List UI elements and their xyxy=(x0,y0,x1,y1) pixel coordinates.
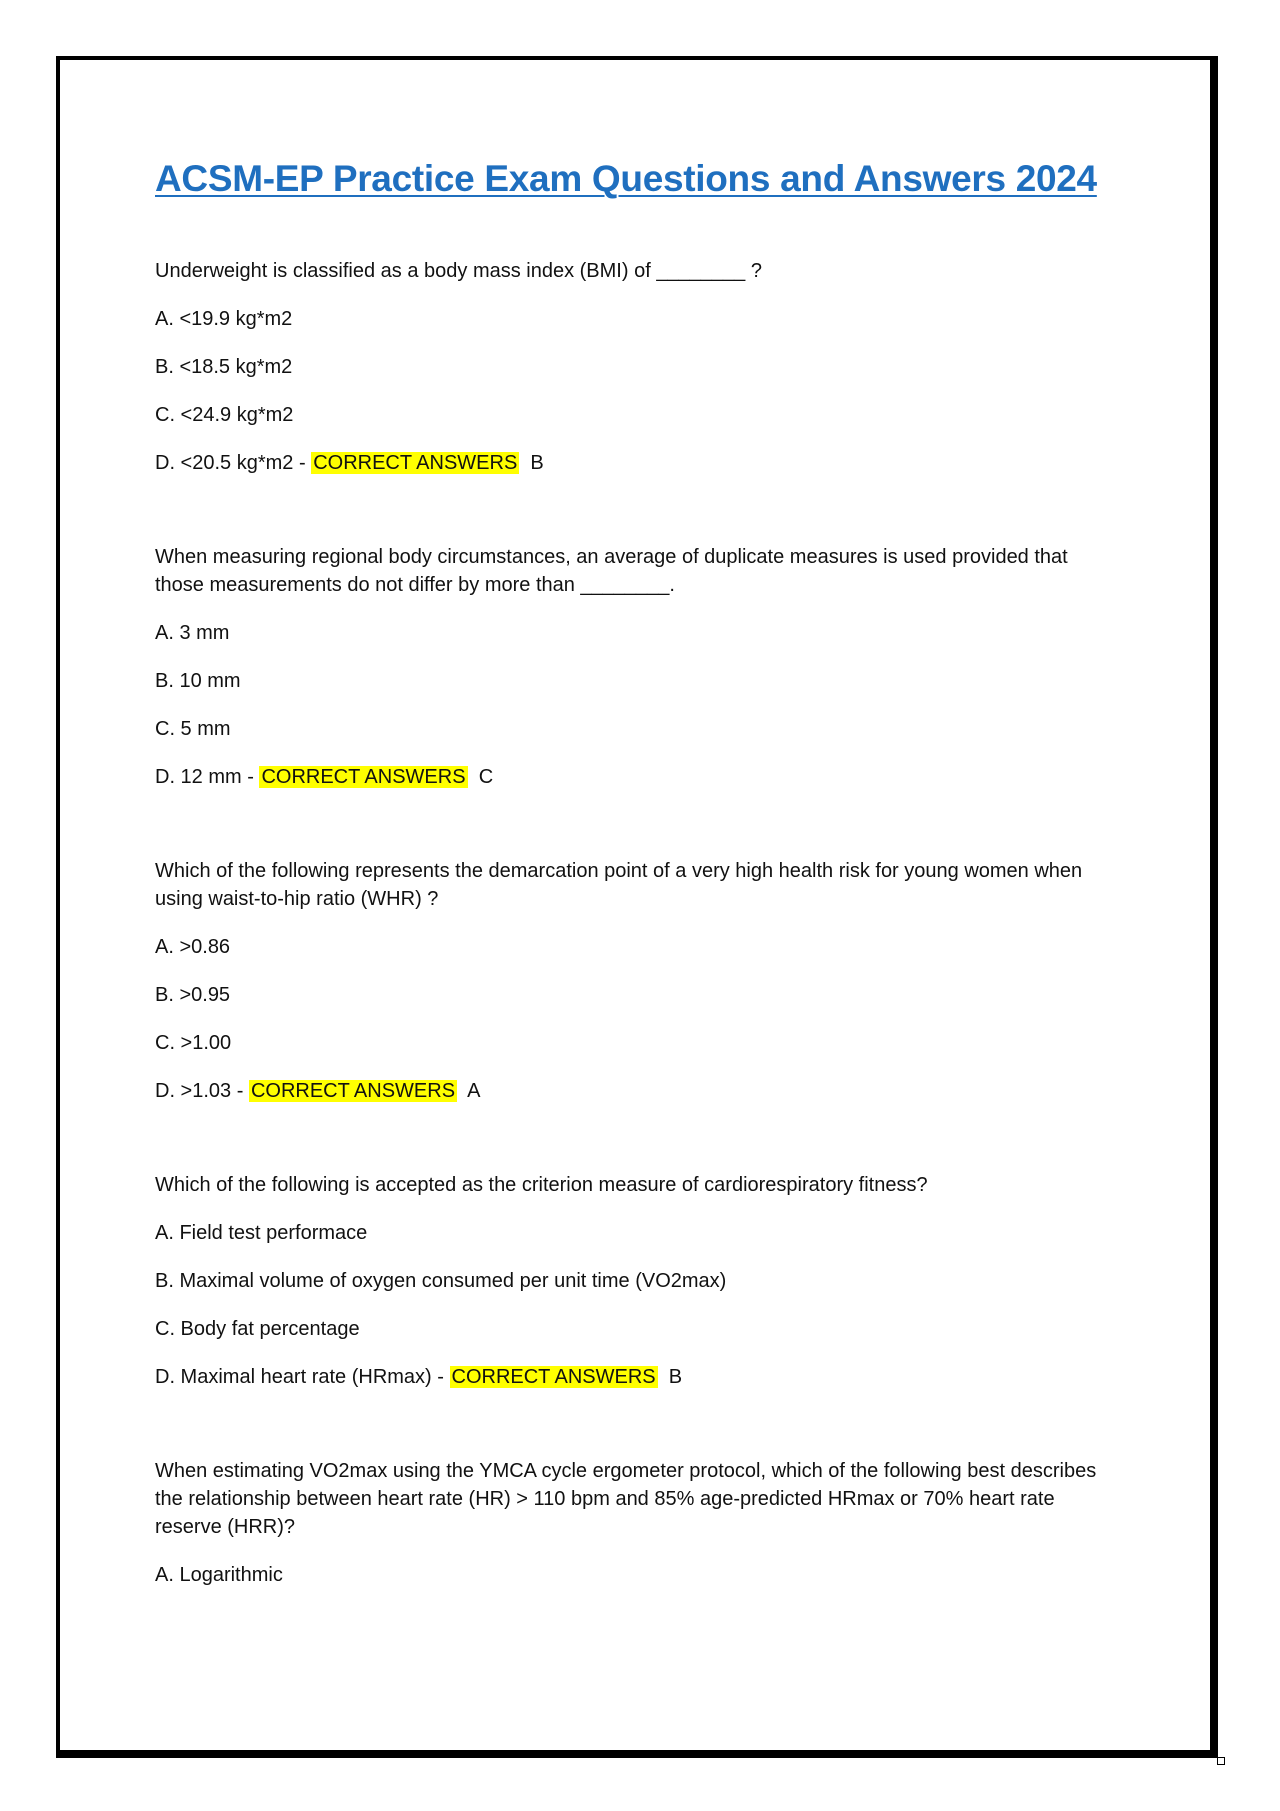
option-d xyxy=(155,1077,1115,1105)
option-d-text: D. Maximal heart rate (HRmax) - xyxy=(155,1365,450,1388)
option-d xyxy=(155,763,1115,791)
correct-answer-letter: B xyxy=(530,451,544,474)
question-text: Underweight is classified as a body mass index (BMI) of ________ ? xyxy=(155,259,762,282)
correct-answer-letter: C xyxy=(478,765,494,788)
option-a: A. 3 mm xyxy=(155,621,230,644)
option-b: B. <18.5 kg*m2 xyxy=(155,355,293,378)
option-c: C. Body fat percentage xyxy=(155,1317,360,1340)
correct-answers-label: CORRECT ANSWERS xyxy=(313,451,518,474)
option-d-text: D. 12 mm - xyxy=(155,765,260,788)
option-a: A. >0.86 xyxy=(155,935,231,958)
correct-answers-label: CORRECT ANSWERS xyxy=(261,765,466,788)
question-text: When measuring regional body circumstances, an average of duplicate measures is used provided that those measurements do not differ by more than ________. xyxy=(155,545,1068,596)
option-b: B. 10 mm xyxy=(155,669,241,692)
question-1 xyxy=(155,257,1115,477)
question-text: Which of the following represents the demarcation point of a very high health risk for young women when using waist-to-hip ratio (WHR) ? xyxy=(155,859,1083,910)
option-a: A. Logarithmic xyxy=(155,1563,283,1586)
page-corner-handle xyxy=(1217,1757,1225,1765)
question-5 xyxy=(155,1457,1115,1589)
option-d-text: D. >1.03 - xyxy=(155,1079,249,1102)
correct-answers-label: CORRECT ANSWERS xyxy=(250,1079,456,1102)
question-list xyxy=(155,257,1115,1589)
correct-answer-letter: A xyxy=(467,1079,481,1102)
correct-answer-letter: B xyxy=(668,1365,683,1388)
question-2 xyxy=(155,543,1115,791)
option-c: C. <24.9 kg*m2 xyxy=(155,403,294,426)
document-content xyxy=(155,158,1115,1609)
option-b: B. >0.95 xyxy=(155,983,231,1006)
option-b: B. Maximal volume of oxygen consumed per unit time (VO2max) xyxy=(155,1269,727,1292)
option-d xyxy=(155,1363,1115,1391)
document-title: ACSM-EP Practice Exam Questions and Answers 2024 xyxy=(155,158,1097,199)
option-d xyxy=(155,449,1115,477)
option-c: C. >1.00 xyxy=(155,1031,232,1054)
option-c: C. 5 mm xyxy=(155,717,231,740)
question-text: Which of the following is accepted as the criterion measure of cardiorespiratory fitness? xyxy=(155,1173,928,1196)
correct-answers-label: CORRECT ANSWERS xyxy=(451,1365,656,1388)
question-3 xyxy=(155,857,1115,1105)
option-a: A. <19.9 kg*m2 xyxy=(155,307,293,330)
question-text: When estimating VO2max using the YMCA cycle ergometer protocol, which of the following best describes the relationship between heart rate (HR) > 110 bpm and 85% age-predicted HRmax or 70% heart rate reserve (HRR)? xyxy=(155,1459,1097,1538)
question-4 xyxy=(155,1171,1115,1391)
option-d-text: D. <20.5 kg*m2 - xyxy=(155,451,312,474)
option-a: A. Field test performace xyxy=(155,1221,368,1244)
